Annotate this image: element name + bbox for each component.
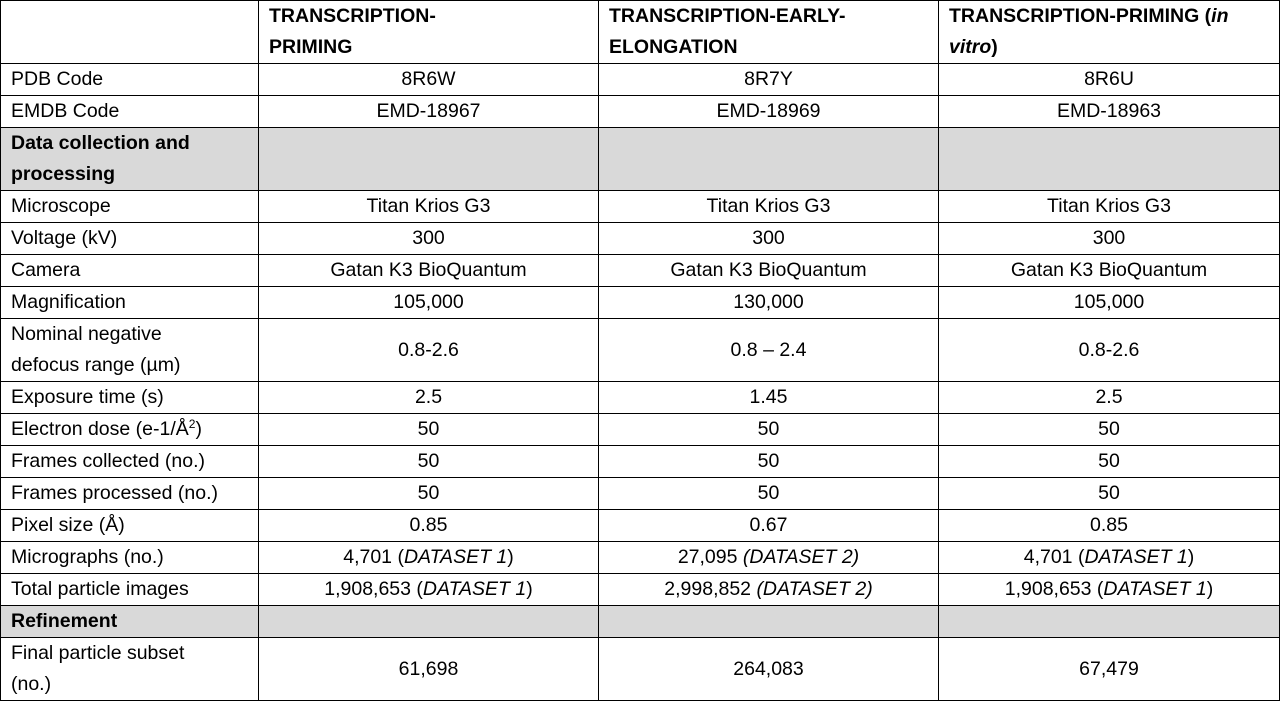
cell-close: ): [1187, 546, 1195, 568]
table-row-pixel-size: [1, 510, 1280, 542]
cell-value: 61,698: [259, 638, 599, 701]
cell-value: Gatan K3 BioQuantum: [599, 255, 939, 287]
cell-value: EMD-18963: [939, 96, 1280, 128]
cell-value: 300: [599, 223, 939, 255]
row-label: Magnification: [1, 287, 259, 319]
dose-label-prefix: Electron dose (e-1/Å: [11, 418, 189, 440]
row-label: Nominal negative defocus range (µm): [1, 319, 259, 382]
table-row-pdb-code: [1, 64, 1280, 96]
cell-value: 0.8 – 2.4: [599, 319, 939, 382]
cell-value: 50: [599, 414, 939, 446]
header-col2: TRANSCRIPTION-EARLY-ELONGATION: [599, 1, 939, 64]
row-label: Total particle images: [1, 574, 259, 606]
cell-value: [599, 574, 939, 606]
row-label: Exposure time (s): [1, 382, 259, 414]
section-heading: Refinement: [1, 606, 259, 638]
cell-value: 50: [599, 478, 939, 510]
cell-value: Titan Krios G3: [599, 191, 939, 223]
cell-value: 130,000: [599, 287, 939, 319]
table-row-magnification: [1, 287, 1280, 319]
table-row-voltage: [1, 223, 1280, 255]
cell-number: 1,908,653 (: [1004, 578, 1104, 600]
cell-value: 264,083: [599, 638, 939, 701]
row-label: Camera: [1, 255, 259, 287]
cell-number: 4,701 (: [343, 546, 404, 568]
cell-value: 105,000: [939, 287, 1280, 319]
dose-label-suffix: ): [195, 418, 202, 440]
cell-value: 105,000: [259, 287, 599, 319]
header-corner-cell: [1, 1, 259, 64]
row-label: Voltage (kV): [1, 223, 259, 255]
row-label: Pixel size (Å): [1, 510, 259, 542]
cell-value: 8R6U: [939, 64, 1280, 96]
cell-dataset: DATASET 1: [403, 546, 508, 568]
header-col3-italic: in vitro: [949, 5, 1229, 58]
cell-value: 50: [939, 446, 1280, 478]
table-row-frames-processed: [1, 478, 1280, 510]
cell-value: EMD-18969: [599, 96, 939, 128]
cell-value: 8R7Y: [599, 64, 939, 96]
table-row-camera: [1, 255, 1280, 287]
cell-value: 8R6W: [259, 64, 599, 96]
cell-value: 2.5: [939, 382, 1280, 414]
row-label: Micrographs (no.): [1, 542, 259, 574]
section-blank-cell: [939, 606, 1280, 638]
section-blank-cell: [599, 128, 939, 191]
dose-label-superscript: 2: [188, 417, 196, 431]
cell-value: 50: [259, 478, 599, 510]
cell-value: Gatan K3 BioQuantum: [939, 255, 1280, 287]
section-blank-cell: [939, 128, 1280, 191]
table-row-final-particle-subset: [1, 638, 1280, 701]
header-row: [1, 1, 1280, 64]
cell-value: 2.5: [259, 382, 599, 414]
cell-number: 4,701 (: [1023, 546, 1085, 568]
row-label: Microscope: [1, 191, 259, 223]
table-row-defocus: [1, 319, 1280, 382]
section-row-data-collection: [1, 128, 1280, 191]
cell-value: [259, 574, 599, 606]
cell-value: 50: [939, 478, 1280, 510]
cell-value: 50: [599, 446, 939, 478]
cell-value: 50: [939, 414, 1280, 446]
row-label: EMDB Code: [1, 96, 259, 128]
cell-value: 0.8-2.6: [259, 319, 599, 382]
table-row-emdb-code: [1, 96, 1280, 128]
cell-value: 0.85: [259, 510, 599, 542]
header-col1: TRANSCRIPTION-PRIMING: [259, 1, 599, 64]
table-row-electron-dose: [1, 414, 1280, 446]
cell-value: 50: [259, 446, 599, 478]
table-row-exposure-time: [1, 382, 1280, 414]
cell-value: EMD-18967: [259, 96, 599, 128]
header-col3-prefix: TRANSCRIPTION-PRIMING (: [949, 5, 1212, 27]
cell-value: [939, 574, 1280, 606]
cell-close: ): [507, 546, 514, 568]
cell-dataset: DATASET 1: [422, 578, 527, 600]
cell-dataset: (DATASET 2): [756, 578, 873, 600]
cell-close: ): [1206, 578, 1214, 600]
cell-dataset: DATASET 1: [1084, 546, 1188, 568]
cell-value: 0.8-2.6: [939, 319, 1280, 382]
section-blank-cell: [259, 606, 599, 638]
cell-value: 0.67: [599, 510, 939, 542]
section-row-refinement: [1, 606, 1280, 638]
section-blank-cell: [259, 128, 599, 191]
cell-value: 1.45: [599, 382, 939, 414]
cell-number: 27,095: [677, 546, 743, 568]
cell-value: 50: [259, 414, 599, 446]
cell-value: Gatan K3 BioQuantum: [259, 255, 599, 287]
cell-number: 1,908,653 (: [324, 578, 423, 600]
cell-dataset: DATASET 1: [1103, 578, 1207, 600]
cell-value: Titan Krios G3: [939, 191, 1280, 223]
cell-value: [939, 542, 1280, 574]
table-row-microscope: [1, 191, 1280, 223]
section-blank-cell: [599, 606, 939, 638]
cell-close: ): [526, 578, 533, 600]
row-label: [1, 414, 259, 446]
row-label: Frames collected (no.): [1, 446, 259, 478]
row-label: Frames processed (no.): [1, 478, 259, 510]
row-label: PDB Code: [1, 64, 259, 96]
header-col3-suffix: ): [991, 36, 998, 58]
section-heading: Data collection and processing: [1, 128, 259, 191]
cell-value: 67,479: [939, 638, 1280, 701]
header-col3: [939, 1, 1280, 64]
table-row-total-particle-images: [1, 574, 1280, 606]
cell-number: 2,998,852: [664, 578, 757, 600]
cell-value: [259, 542, 599, 574]
table-row-frames-collected: [1, 446, 1280, 478]
cell-dataset: (DATASET 2): [742, 546, 860, 568]
cell-value: 300: [939, 223, 1280, 255]
cell-value: [599, 542, 939, 574]
cell-value: 0.85: [939, 510, 1280, 542]
cell-value: Titan Krios G3: [259, 191, 599, 223]
row-label: Final particle subset (no.): [1, 638, 259, 701]
table-row-micrographs: [1, 542, 1280, 574]
cell-value: 300: [259, 223, 599, 255]
